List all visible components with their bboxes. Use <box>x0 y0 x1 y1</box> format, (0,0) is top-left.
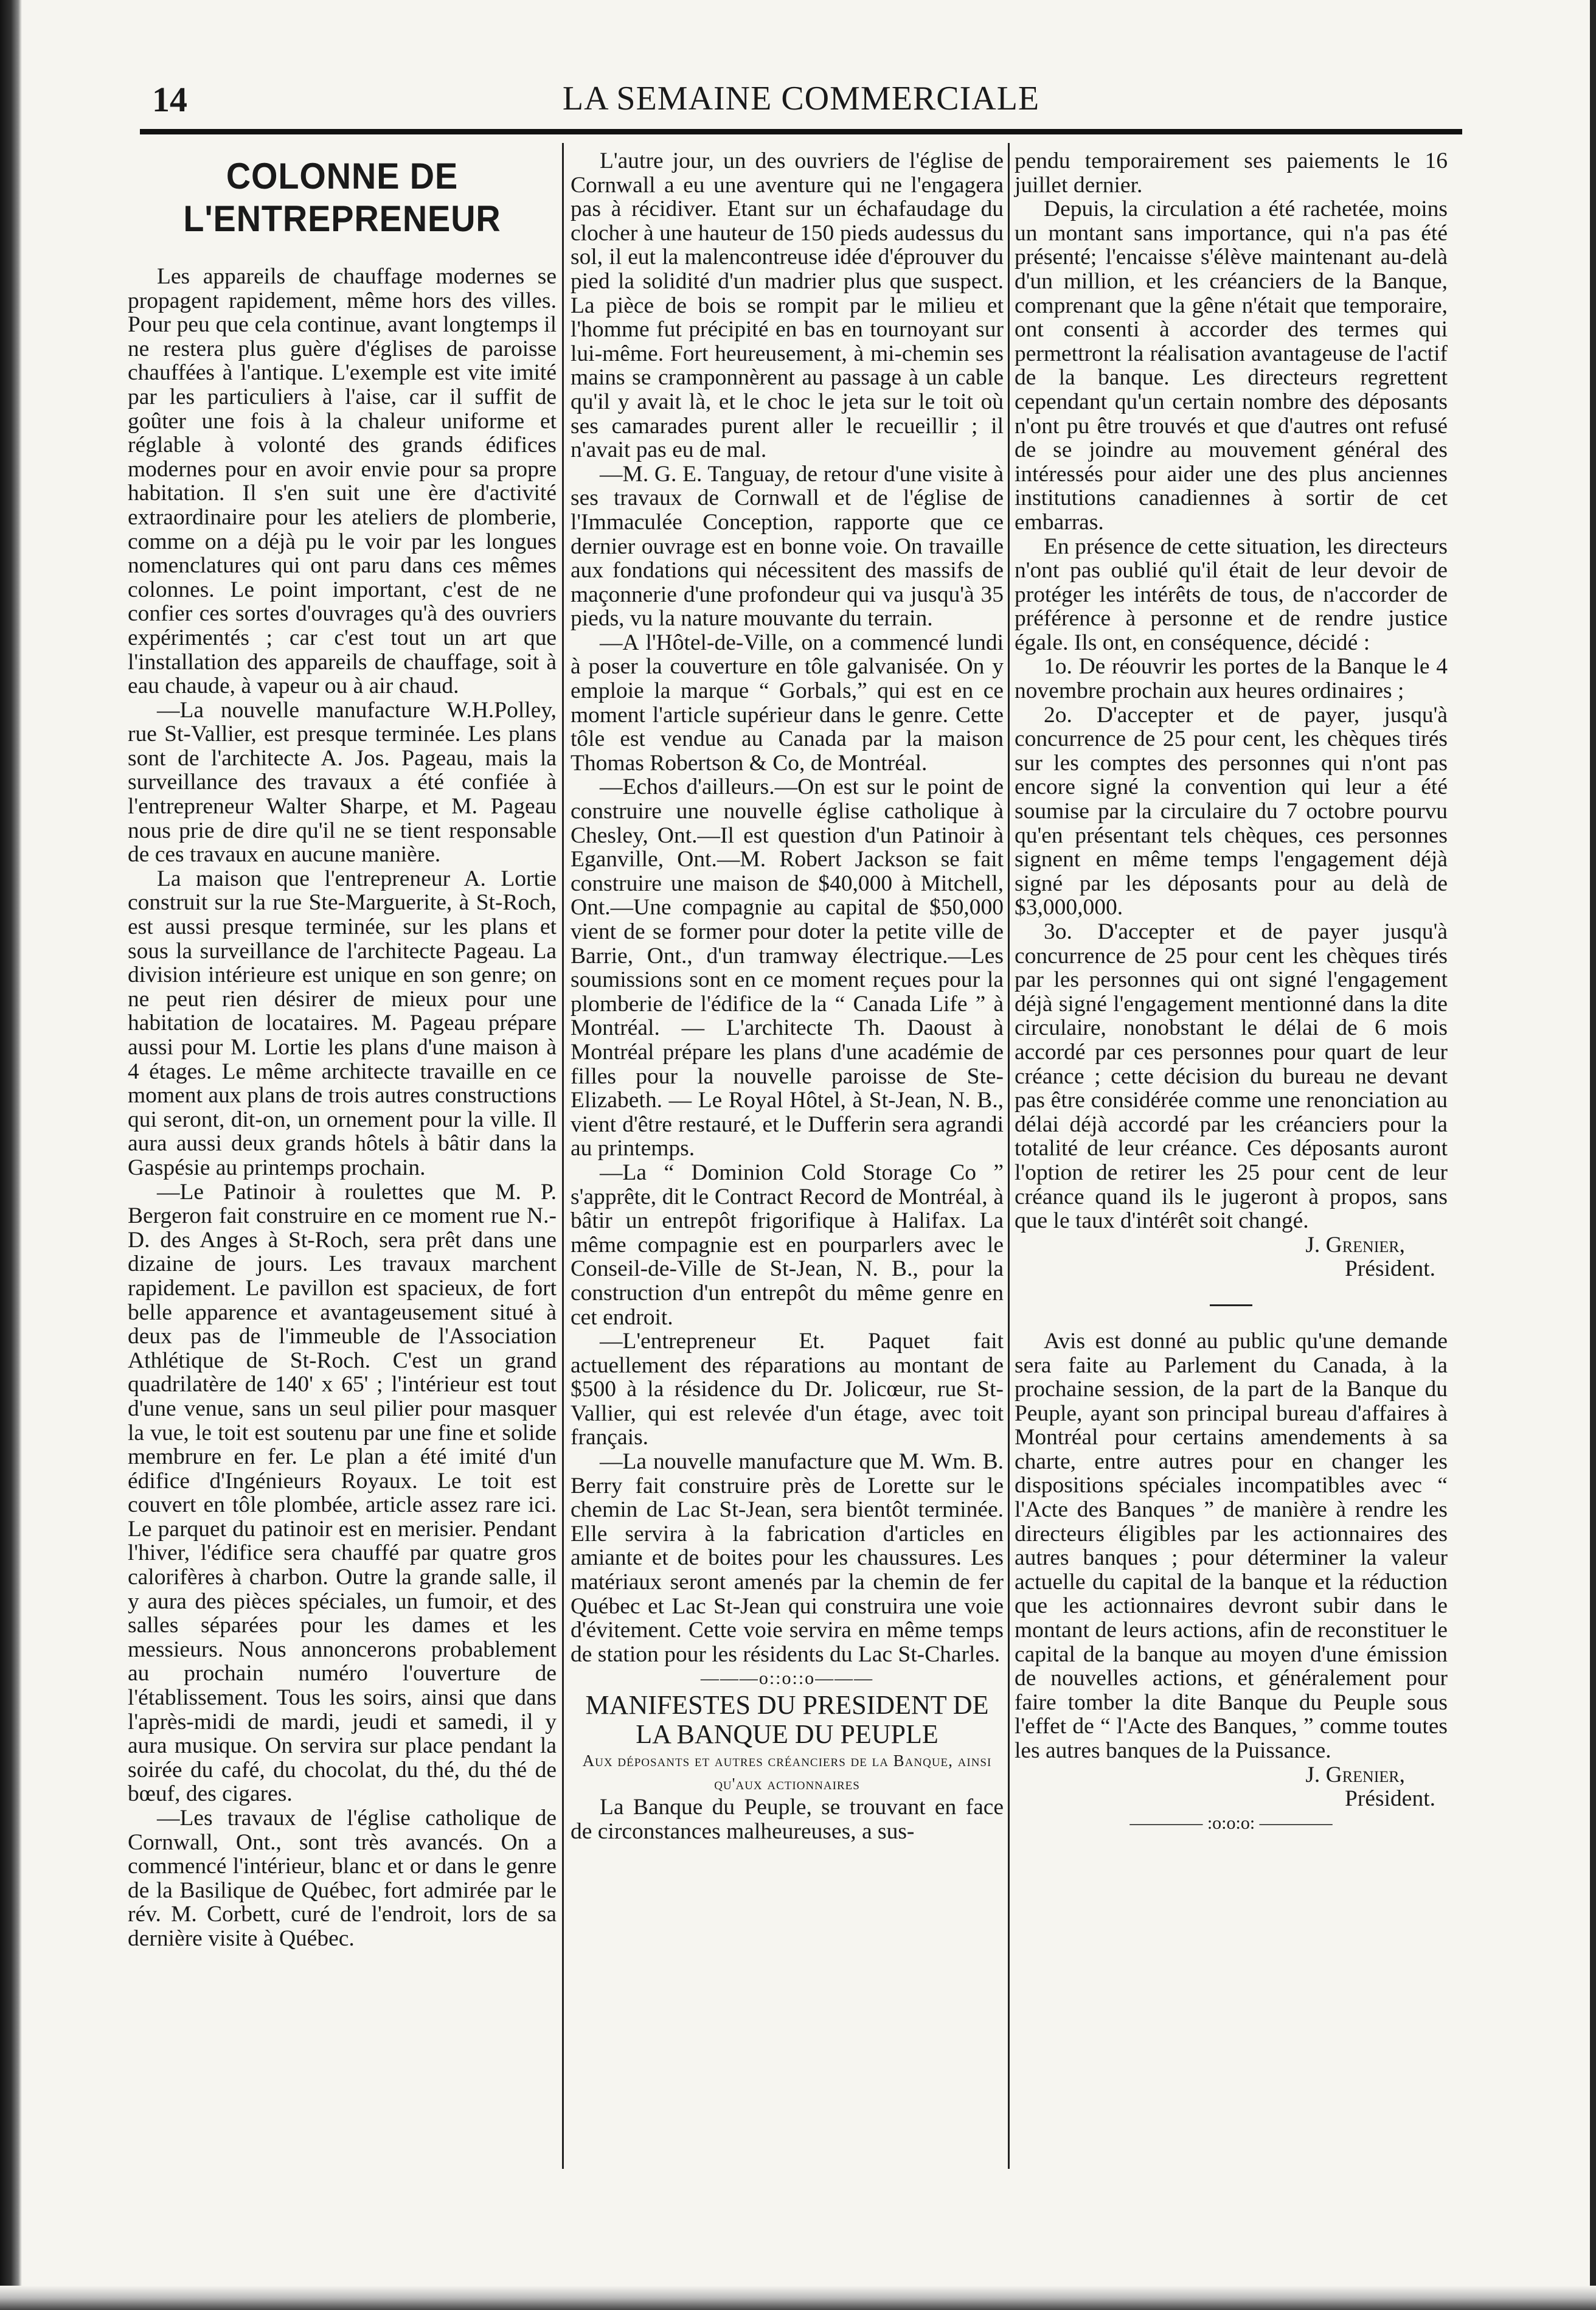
article-paragraph: 1o. De réouvrir les portes de la Banque le 4 novembre prochain aux heures ordinaires ; <box>1015 654 1448 704</box>
article-paragraph: —La nouvelle manufacture W.H.Polley, rue St-Vallier, est presque terminée. Les plans sont de l'architecte A. Jos. Pageau, mais la surveillance des travaux a été confiée à l'entrepreneur Walter Sharpe, et M. Pageau nous prie de dire qu'il ne se tient responsable de ces travaux en aucune manière. <box>128 697 557 868</box>
article-paragraph: —Le Patinoir à roulettes que M. P. Bergeron fait construire en ce moment rue N.-D. des Anges à St-Roch, sera prêt dans une dizaine de jours. Les travaux marchent rapidement. Le pavillon est spacieux, de fort belle apparence et avantageusement situé à deux pas de l'immeuble de l'Association Athlétique de St-Roch. C'est un grand quadrilatère de 140' x 65' ; l'intérieur est tout d'une venue, sans un seul pilier pour masquer la vue, le toit est soutenu par une fine et solide membrure en fer. Le plan a été imité d'un édifice d'Ingénieurs Royaux. Le toit est couvert en tôle plombée, article assez rare ici. Le parquet du patinoir est en merisier. Pendant l'hiver, l'édifice sera chauffé par quatre gros calorifères à charbon. Outre la grande salle, il y aura des pièces spéciales, un fumoir, et des salles séparées pour les dames et les messieurs. Nous annoncerons probablement au prochain numéro l'ouverture de l'établissement. Tous les soirs, ainsi que dans l'après-midi de mardi, jeudi et samedi, il y aura musique. On servira sur place pendant la soirée du café, du chocolat, du thé, du thé de bœuf, des cigares. <box>128 1179 557 1807</box>
running-title: LA SEMAINE COMMERCIALE <box>562 80 1040 117</box>
column-rule-2 <box>1008 143 1010 2169</box>
article-paragraph: —M. G. E. Tanguay, de retour d'une visite à ses travaux de Cornwall et de l'église de l'Immaculée Conception, rapporte que ce dernier ouvrage est en bonne voie. On travaille aux fondations qui nécessitent des massifs de maçonnerie d'une profondeur qui va jusqu'à 35 pieds, vu la nature mouvante du terrain. <box>571 461 1004 631</box>
article-paragraph: 2o. D'accepter et de payer, jusqu'à concurrence de 25 pour cent, les chèques tirés sur les comptes des personnes qui n'ont pas encore signé la convention qui leur a été soumise par la circulaire du 7 octobre pourvu qu'en présentant tels chèques, ces personnes signent en même temps l'engagement déjà signé par les déposants pour au delà de $3,000,000. <box>1015 702 1448 920</box>
column-2 <box>571 149 1004 1843</box>
manifesto-subheading: Aux déposants et autres créanciers de la Banque, ainsi qu'aux actionnaires <box>582 1752 992 1793</box>
signature-name: J. Grenier, <box>1305 1232 1405 1258</box>
article-paragraph: L'autre jour, un des ouvriers de l'église de Cornwall a eu une aventure qui ne l'engagera pas à récidiver. Etant sur un échafaudage du clocher à une hauteur de 150 pieds audessus du sol, il eut la malencontreuse idée d'éprouver du pied la solidité d'un madrier plus que suspect. La pièce de bois se rompit par le milieu et l'homme fut précipité en bas en tournoyant sur lui-même. Fort heureusement, à mi-chemin ses mains se cramponnèrent au passage à un cable qu'il y avait là, et le choc le jeta sur le toit où ses camarades purent aller le recueillir ; il n'avait pas eu de mal. <box>571 148 1004 463</box>
column-1 <box>128 149 557 1951</box>
short-rule <box>1210 1304 1252 1306</box>
notice-paragraph: Avis est donné au public qu'une demande sera faite au Parlement du Canada, à la prochaine session, de la part de la Banque du Peuple, ayant son principal bureau d'affaires à Montréal pour certains amendements à sa charte, entre autres pour en changer les dispositions spéciales incompatibles avec “ l'Acte des Banques ” de manière à rendre les directeurs éligibles par les actionnaires des autres banques ; pour déterminer la valeur actuelle du capital de la banque et la réduction que les actionnaires devront subir dans le montant de leurs actions, afin de reconstituer le capital de la banque au moyen d'une émission de nouvelles actions, et généralement pour faire tomber la dite Banque du Peuple sous l'effet de “ l'Acte des Banques, ” comme toutes les autres banques de la Puissance. <box>1015 1328 1448 1763</box>
article-paragraph: La maison que l'entrepreneur A. Lortie construit sur la rue Ste-Marguerite, à St-Roch, est aussi presque terminée, sur les plans et sous la surveillance de l'architecte Pageau. La division intérieure est unique en son genre; on ne peut rien désirer de mieux pour une habitation de locataires. M. Pageau prépare aussi pour M. Lortie les plans d'une maison à 4 étages. Le même architecte travaille en ce moment aux plans de trois autres constructions qui seront, dit-on, un ornement pour la ville. Il aura aussi deux grands hôtels à bâtir dans la Gaspésie au printemps prochain. <box>128 866 557 1180</box>
page-edge-right <box>1590 0 1596 2310</box>
header-rule <box>140 129 1462 134</box>
article-paragraph: La Banque du Peuple, se trouvant en face de circonstances malheureuses, a sus- <box>571 1795 1004 1844</box>
article-paragraph: —La nouvelle manufacture que M. Wm. B. Berry fait construire près de Lorette sur le chemin de Lac St-Jean, sera bientôt terminée. Elle servira à la fabrication d'articles en amiante et de boites pour les chaussures. Les matériaux seront amenés par la chemin de fer Québec et Lac St-Jean qui construira une voie d'évitement. Cette voie servira en même temps de station pour les résidents du Lac St-Charles. <box>571 1449 1004 1667</box>
article-paragraph: Depuis, la circulation a été rachetée, moins un montant sans importance, qui n'a pas été présenté; l'encaisse s'élève maintenant au-delà d'un million, et les créanciers de la Banque, comprenant que la gêne n'était que temporaire, ont consenti à accorder des termes qui permettront la réalisation avantageuse de l'actif de la banque. Les directeurs regrettent cependant qu'un certain nombre des déposants n'ont pu être trouvés et que d'autres ont refusé de se joindre au mouvement général des intéressés pour aider une des plus anciennes institutions canadiennes à sortir de cet embarras. <box>1015 197 1448 535</box>
page-edge-bottom <box>0 2286 1596 2310</box>
page-number: 14 <box>152 80 187 119</box>
page-header <box>140 79 1462 128</box>
article-paragraph: 3o. D'accepter et de payer jusqu'à concurrence de 25 pour cent les chèques tirés par les personnes qui ont signé l'engagement déjà signé l'engagement mentionné dans la dite circulaire, nonobstant le délai de 6 mois accordé par ces personnes pour quart de leur créance ; cette décision du bureau ne devant pas être considérée comme une renonciation au délai déjà accordé par les créanciers pour la totalité de leur créance. Ces déposants auront l'option de retirer les 25 pour cent de leur créance quand ils le jugeront à propos, sans que le taux d'intérêt soit changé. <box>1015 919 1448 1234</box>
signature-title: Président. <box>1345 1256 1435 1282</box>
article-paragraph: —Les travaux de l'église catholique de Cornwall, Ont., sont très avancés. On a commencé l'intérieur, blanc et or dans le genre de la Basilique de Québec, fort admirée par le rév. M. Corbett, curé de l'endroit, lors de sa dernière visite à Québec. <box>128 1806 557 1951</box>
column-rule-1 <box>562 143 564 2169</box>
binding-edge <box>0 0 22 2310</box>
section-title: COLONNE DE L'ENTREPRENEUR <box>183 156 501 239</box>
article-paragraph: —A l'Hôtel-de-Ville, on a commencé lundi à poser la couverture en tôle galvanisée. On y emploie la marque “ Gorbals,” qui est en ce moment l'article supérieur dans le genre. Cette tôle est vendue au Canada par la maison Thomas Robertson & Co, de Montréal. <box>571 630 1004 776</box>
signature-title: Président. <box>1345 1786 1435 1812</box>
article-paragraph: Les appareils de chauffage modernes se propagent rapidement, même hors des villes. Pour peu que cela continue, avant longtemps il ne restera plus guère d'églises de paroisse chauffées à l'antique. L'exemple est vite imité par les particuliers à l'aise, car il suffit de goûter une fois à la chaleur uniforme et réglable à volonté des grands édifices modernes pour en avoir envie pour sa propre habitation. Il s'en suit une ère d'activité extraordinaire pour les ateliers de plomberie, comme on a déjà pu le voir par les longues nomenclatures qui ont paru dans ces mêmes colonnes. Le point important, c'est de ne confier ces sortes d'ouvrages qu'à des ouvriers expérimentés ; car c'est tout un art que l'installation des appareils de chauffage, soit à eau chaude, à vapeur ou à air chaud. <box>128 264 557 699</box>
ornament-divider: ———— :o:o:o: ———— <box>1129 1812 1333 1833</box>
article-paragraph: —L'entrepreneur Et. Paquet fait actuellement des réparations au montant de $500 à la résidence du Dr. Jolicœur, rue St-Vallier, qui est relevée d'un étage, avec toit français. <box>571 1329 1004 1450</box>
article-paragraph: —Echos d'ailleurs.—On est sur le point de construire une nouvelle église catholique à Chesley, Ont.—Il est question d'un Patinoir à Eganville, Ont.—M. Robert Jackson se fait construire une maison de $40,000 à Mitchell, Ont.—Une compagnie au capital de $50,000 vient de se former pour doter la petite ville de Barrie, Ont., d'un tramway électrique.—Les soumissions sont en ce moment reçues pour la plomberie de l'édifice de la “ Canada Life ” à Montréal. — L'architecte Th. Daoust à Montréal prépare les plans d'une académie de filles pour la nouvelle paroisse de Ste-Elizabeth. — Le Royal Hôtel, à St-Jean, N. B., vient d'être restauré, et le Dufferin sera agrandi au printemps. <box>571 774 1004 1161</box>
manifesto-heading: MANIFESTES DU PRESIDENT DE LA BANQUE DU PEUPLE <box>585 1690 989 1749</box>
article-paragraph: En présence de cette situation, les directeurs n'ont pas oublié qu'il était de leur devoir de protéger les intérêts de tous, de n'accorder de préférence à personne et de rendre justice égale. Ils ont, en conséquence, décidé : <box>1015 534 1448 655</box>
column-3 <box>1015 149 1448 1835</box>
article-paragraph: pendu temporairement ses paiements le 16 juillet dernier. <box>1015 148 1448 198</box>
ornament-divider: ———o::o::o——— <box>700 1668 874 1689</box>
signature-name: J. Grenier, <box>1305 1762 1405 1787</box>
article-paragraph: —La “ Dominion Cold Storage Co ” s'apprête, dit le Contract Record de Montréal, à bâtir un entrepôt frigorifique à Halifax. La même compagnie est en pourparlers avec le Conseil-de-Ville de St-Jean, N. B., pour la construction d'un entrepôt du même genre en cet endroit. <box>571 1160 1004 1330</box>
